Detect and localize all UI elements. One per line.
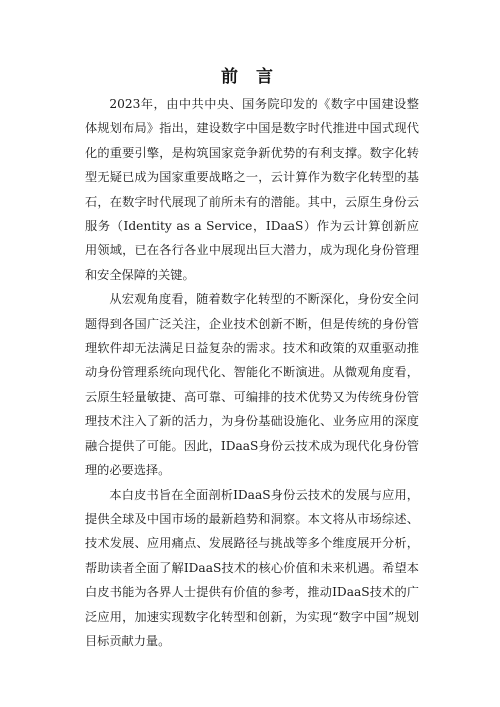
body-text xyxy=(85,92,419,653)
paragraph-1: 2023年，由中共中央、国务院印发的《数字中国建设整体规划布局》指出，建设数字中国是数字时代推进中国式现代化的重要引擎，是构筑国家竞争新优势的有利支撑。数字化转型无疑已成为国家重要战略之一，云计算作为数字化转型的基石，在数字时代展现了前所未有的潜能。其中，云原生身份云服务（Identity as a Service，IDaaS）作为云计算创新应用领域，已在各行各业中展现出巨大潜力，成为现化身份管理和安全保障的关键。 xyxy=(85,97,419,282)
page-title: 前 言 xyxy=(221,67,279,87)
paragraph-3: 本白皮书旨在全面剖析IDaaS身份云技术的发展与应用，提供全球及中国市场的最新趋势和洞察。本文将从市场综述、技术发展、应用痛点、发展路径与挑战等多个维度展开分析，帮助读者全面了解IDaaS技术的核心价值和未来机遇。希望本白皮书能为各界人士提供有价值的参考，推动IDaaS技术的广泛应用，加速实现数字化转型和创新，为实现“数字中国”规划目标贡献力量。 xyxy=(85,487,419,648)
paragraph-2: 从宏观角度看，随着数字化转型的不断深化，身份安全问题得到各国广泛关注，企业技术创新不断，但是传统的身份管理软件却无法满足日益复杂的需求。技术和政策的双重驱动推动身份管理系统向现代化、智能化不断演进。从微观角度看，云原生轻量敏捷、高可靠、可编排的技术优势又为传统身份管理技术注入了新的活力，为身份基础设施化、业务应用的深度融合提供了可能。因此，IDaaS身份云技术成为现代化身份管理的必要选择。 xyxy=(85,292,419,478)
